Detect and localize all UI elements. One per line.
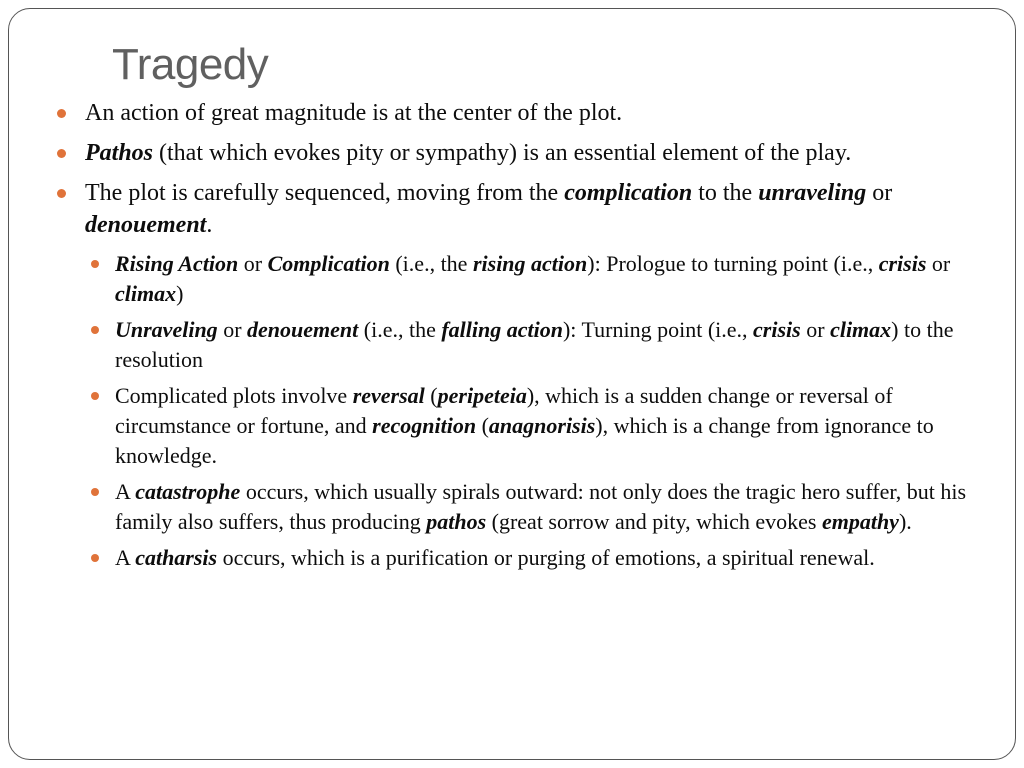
bullet-text: ) (176, 281, 184, 306)
bullet-text: or (217, 317, 248, 342)
orange-dot-icon (57, 109, 66, 118)
bullet-text: A (115, 479, 136, 504)
bullet-text: to the (692, 180, 759, 206)
emphasized-term: pathos (426, 509, 487, 534)
bullet-text: ): Prologue to turning point (i.e., (587, 251, 879, 276)
bullet-text: or (926, 251, 951, 276)
sub-bullet-item (52, 381, 972, 471)
bullet-text: ), which is a change from ignorance to knowledge. (115, 413, 934, 468)
emphasized-term: Complication (267, 251, 390, 276)
bullet-text: ). (898, 509, 912, 534)
bullet-text: An action of great magnitude is at the center of the plot. (85, 100, 623, 126)
emphasized-term: complication (564, 180, 693, 206)
bullet-text: (i.e., the (389, 251, 473, 276)
bullet-text: The plot is carefully sequenced, moving from the (85, 180, 565, 206)
bullet-text: ) to the resolution (115, 317, 954, 372)
emphasized-term: Rising Action (115, 251, 239, 276)
bullet-item (52, 177, 972, 241)
bullet-text: ), which is a sudden change or reversal of circumstance or fortune, and (115, 383, 893, 438)
orange-dot-icon (91, 488, 99, 496)
bullet-text: ): Turning point (i.e., (562, 317, 754, 342)
emphasized-term: denouement (247, 317, 359, 342)
bullet-item (52, 137, 972, 169)
emphasized-term: anagnorisis (488, 413, 596, 438)
emphasized-term: crisis (878, 251, 927, 276)
bullet-text: Complicated plots involve (115, 383, 353, 408)
emphasized-term: crisis (753, 317, 801, 342)
emphasized-term: rising action (472, 251, 588, 276)
emphasized-term: reversal (352, 383, 425, 408)
bullet-text: occurs, which is a purification or purging of emotions, a spiritual renewal. (217, 545, 875, 570)
orange-dot-icon (91, 326, 99, 334)
emphasized-term: Pathos (85, 140, 154, 166)
bullet-text: . (206, 212, 213, 238)
bullet-text: or (866, 180, 893, 206)
bullet-text: (i.e., the (358, 317, 442, 342)
bullet-list (52, 97, 972, 579)
emphasized-term: peripeteia (437, 383, 527, 408)
emphasized-term: empathy (821, 509, 899, 534)
emphasized-term: unraveling (758, 180, 867, 206)
bullet-text: (great sorrow and pity, which evokes (486, 509, 822, 534)
sub-bullet-item (52, 543, 972, 573)
bullet-text: or (238, 251, 268, 276)
emphasized-term: catharsis (135, 545, 218, 570)
orange-dot-icon (57, 149, 66, 158)
sub-bullet-item (52, 315, 972, 375)
bullet-text: (that which evokes pity or sympathy) is an essential element of the play. (153, 140, 852, 166)
bullet-item (52, 97, 972, 129)
orange-dot-icon (91, 260, 99, 268)
emphasized-term: catastrophe (135, 479, 241, 504)
orange-dot-icon (57, 189, 66, 198)
emphasized-term: denouement (85, 212, 207, 238)
bullet-text: A (115, 545, 136, 570)
bullet-text: ( (476, 413, 489, 438)
sub-bullet-item (52, 477, 972, 537)
emphasized-term: climax (115, 281, 177, 306)
orange-dot-icon (91, 392, 99, 400)
bullet-text: ( (424, 383, 438, 408)
orange-dot-icon (91, 554, 99, 562)
emphasized-term: falling action (441, 317, 563, 342)
emphasized-term: climax (830, 317, 892, 342)
bullet-text: occurs, which usually spirals outward: not only does the tragic hero suffer, but his family also suffers, thus producing (115, 479, 967, 534)
emphasized-term: recognition (372, 413, 477, 438)
slide-title: Tragedy (112, 40, 269, 89)
emphasized-term: Unraveling (115, 317, 218, 342)
bullet-text: or (800, 317, 831, 342)
sub-bullet-item (52, 249, 972, 309)
